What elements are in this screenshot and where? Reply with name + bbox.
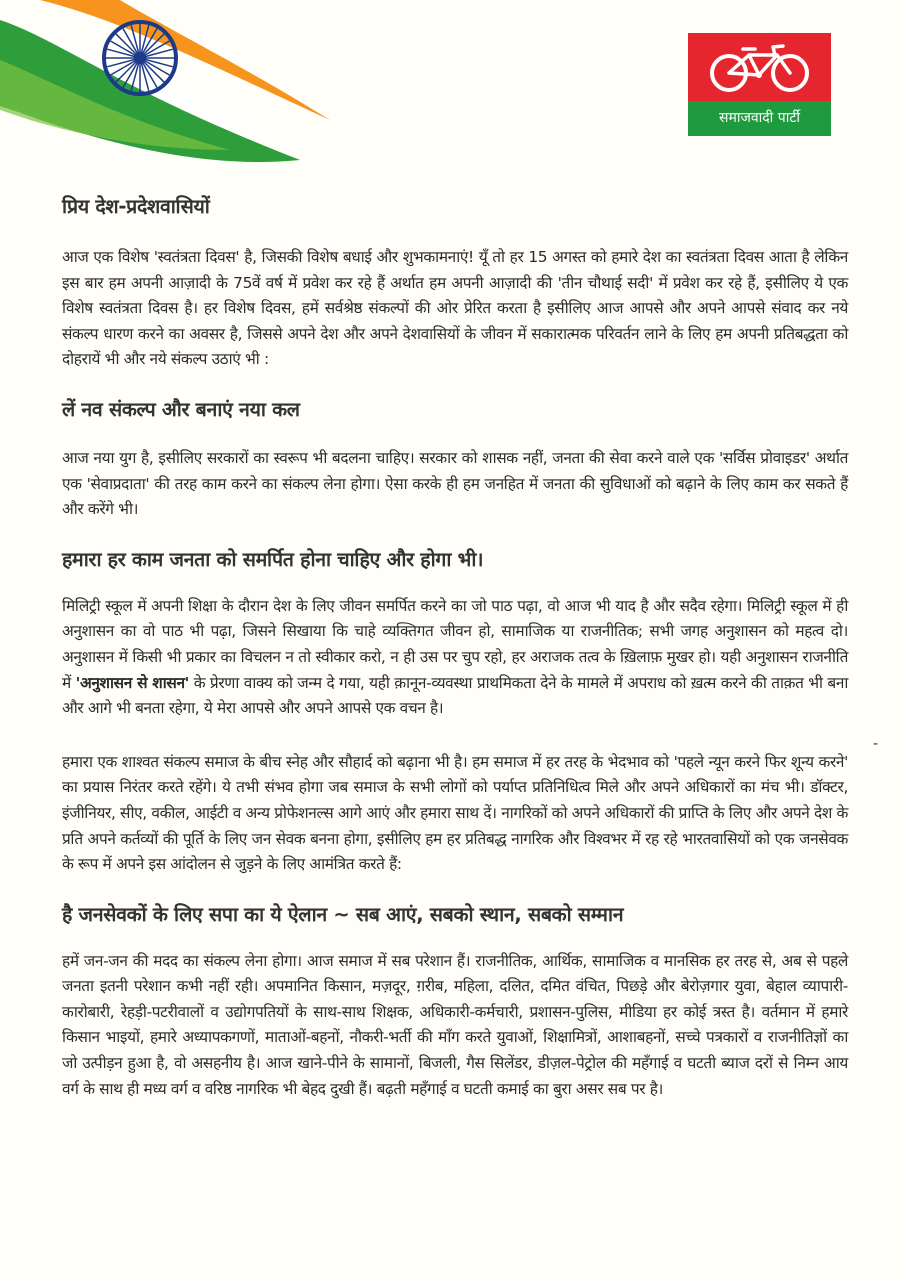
party-name: समाजवादी पार्टी <box>688 101 831 136</box>
discipline-text-before: मिलिट्री स्कूल में अपनी शिक्षा के दौरान देश के लिए जीवन समर्पित करने का जो पाठ पढ़ा, वो आज भी याद है और सदैव रहेगा। मिलिट्री स्कूल में ही अनुशासन का वो पाठ भी पढ़ा, जिसने सिखाया कि चाहे व्यक्तिगत जीवन हो, सामाजिक या राजनीतिक; सभी जगह अनुशासन को महत्व दो। अनुशासन में किसी भी प्रकार का विचलन न तो स्वीकार करो, न ही उस पर चुप रहो, हर अराजक तत्व के ख़िलाफ़ मुखर हो। यही अनुशासन राजनीति में <box>62 596 848 692</box>
paragraph-service-provider: आज नया युग है, इसीलिए सरकारों का स्वरूप भी बदलना चाहिए। सरकार को शासक नहीं, जनता की सेवा करने वाले एक 'सर्विस प्रोवाइडर' अर्थात एक 'सेवाप्रदाता' की तरह काम करने का संकल्प लेना होगा। ऐसा करके ही हम जनहित में जनता की सुविधाओं को बढ़ाने के लिए काम कर सकते हैं और करेंगे भी। <box>62 448 848 519</box>
letter-body <box>62 192 878 1102</box>
paragraph-discipline <box>62 594 848 722</box>
stray-dash: - <box>872 735 878 752</box>
paragraph-independence-day: आज एक विशेष 'स्वतंत्रता दिवस' है, जिसकी विशेष बधाई और शुभकामनाएं! यूँ तो हर 15 अगस्त को हमारे देश का स्वतंत्रता दिवस आता है लेकिन इस बार हम अपनी आज़ादी के 75वें वर्ष में प्रवेश कर रहे हैं अर्थात हम अपनी आज़ादी की 'तीन चौथाई सदी' में प्रवेश कर रहे हैं, इसीलिए ये एक विशेष स्वतंत्रता दिवस है। हर विशेष दिवस, हमें सर्वश्रेष्ठ संकल्पों की ओर प्रेरित करता है इसीलिए आज आपसे और अपने आपसे संवाद कर नये संकल्प धारण करने का अवसर है, जिससे अपने देश और अपने देशवासियों के जीवन में सकारात्मक परिवर्तन लाने के लिए हम अपनी प्रतिबद्धता को दोहरायें भी और नये संकल्प उठाएं भी : <box>62 248 848 369</box>
discipline-slogan: 'अनुशासन से शासन' <box>75 673 190 692</box>
tricolour-flag-decoration <box>0 0 360 175</box>
heading-dedicated-to-people: हमारा हर काम जनता को समर्पित होना चाहिए और होगा भी। <box>62 547 484 571</box>
bicycle-icon <box>707 41 812 95</box>
party-logo <box>688 33 831 136</box>
heading-jansevak-announcement: है जनसेवकों के लिए सपा का ये ऐलान ~ सब आएं, सबको स्थान, सबको सम्मान <box>62 902 624 926</box>
paragraph-public-distress: हमें जन-जन की मदद का संकल्प लेना होगा। आज समाज में सब परेशान हैं। राजनीतिक, आर्थिक, सामाजिक व मानसिक हर तरह से, अब से पहले जनता इतनी परेशान कभी नहीं रही। अपमानित किसान, मज़दूर, ग़रीब, महिला, दलित, दमित वंचित, पिछड़े और बेरोज़गार युवा, बेहाल व्यापारी-कारोबारी, रेहड़ी-पटरीवालों व उद्योगपतियों के साथ-साथ शिक्षक, अधिकारी-कर्मचारी, प्रशासन-पुलिस, मीडिया हर कोई त्रस्त है। वर्तमान में हमारे किसान भाइयों, हमारे अध्यापकगणों, माताओं-बहनों, नौकरी-भर्ती की माँग करते युवाओं, शिक्षामित्रों, आशाबहनों, सच्चे पत्रकारों व राजनीतिज्ञों का जो उत्पीड़न हुआ है, वो असहनीय है। आज खाने-पीने के सामानों, बिजली, गैस सिलेंडर, डीज़ल-पेट्रोल की महँगाई व घटती ब्याज दरों से निम्न आय वर्ग के साथ ही मध्य वर्ग व वरिष्ठ नागरिक भी बेहद दुखी हैं। बढ़ती महँगाई व घटती कमाई का बुरा असर सब पर है। <box>62 951 848 1098</box>
heading-new-resolve: लें नव संकल्प और बनाएं नया कल <box>62 397 300 421</box>
ashoka-chakra-icon <box>104 22 176 94</box>
discipline-text-after: के प्रेरणा वाक्य को जन्म दे गया, यही क़ानून-व्यवस्था प्राथमिकता देने के मामले में अपराध को ख़त्म करने की ताक़त भी बना और आगे भी बनता रहेगा, ये मेरा आपसे और अपने आपसे एक वचन है। <box>62 673 848 718</box>
paragraph-harmony: हमारा एक शाश्वत संकल्प समाज के बीच स्नेह और सौहार्द को बढ़ाना भी है। हम समाज में हर तरह के भेदभाव को 'पहले न्यून करने फिर शून्य करने' का प्रयास निरंतर करते रहेंगे। ये तभी संभव होगा जब समाज के सभी लोगों को पर्याप्त प्रतिनिधित्व मिले और अपने अधिकारों का मंच भी। डॉक्टर, इंजीनियर, सीए, वकील, आईटी व अन्य प्रोफेशनल्स आगे आएं और हमारा साथ दें। नागरिकों को अपने अधिकारों की प्राप्ति के लिए और अपने देश के प्रति अपने कर्तव्यों की पूर्ति के लिए जन सेवक बनना होगा, इसीलिए हम हर प्रतिबद्ध नागरिक और विश्वभर में रह रहे भारतवासियों को एक जनसेवक के रूप में अपने इस आंदोलन से जुड़ने के लिए आमंत्रित करते हैं: <box>62 752 848 874</box>
greeting-heading: प्रिय देश-प्रदेशवासियों <box>62 195 210 218</box>
